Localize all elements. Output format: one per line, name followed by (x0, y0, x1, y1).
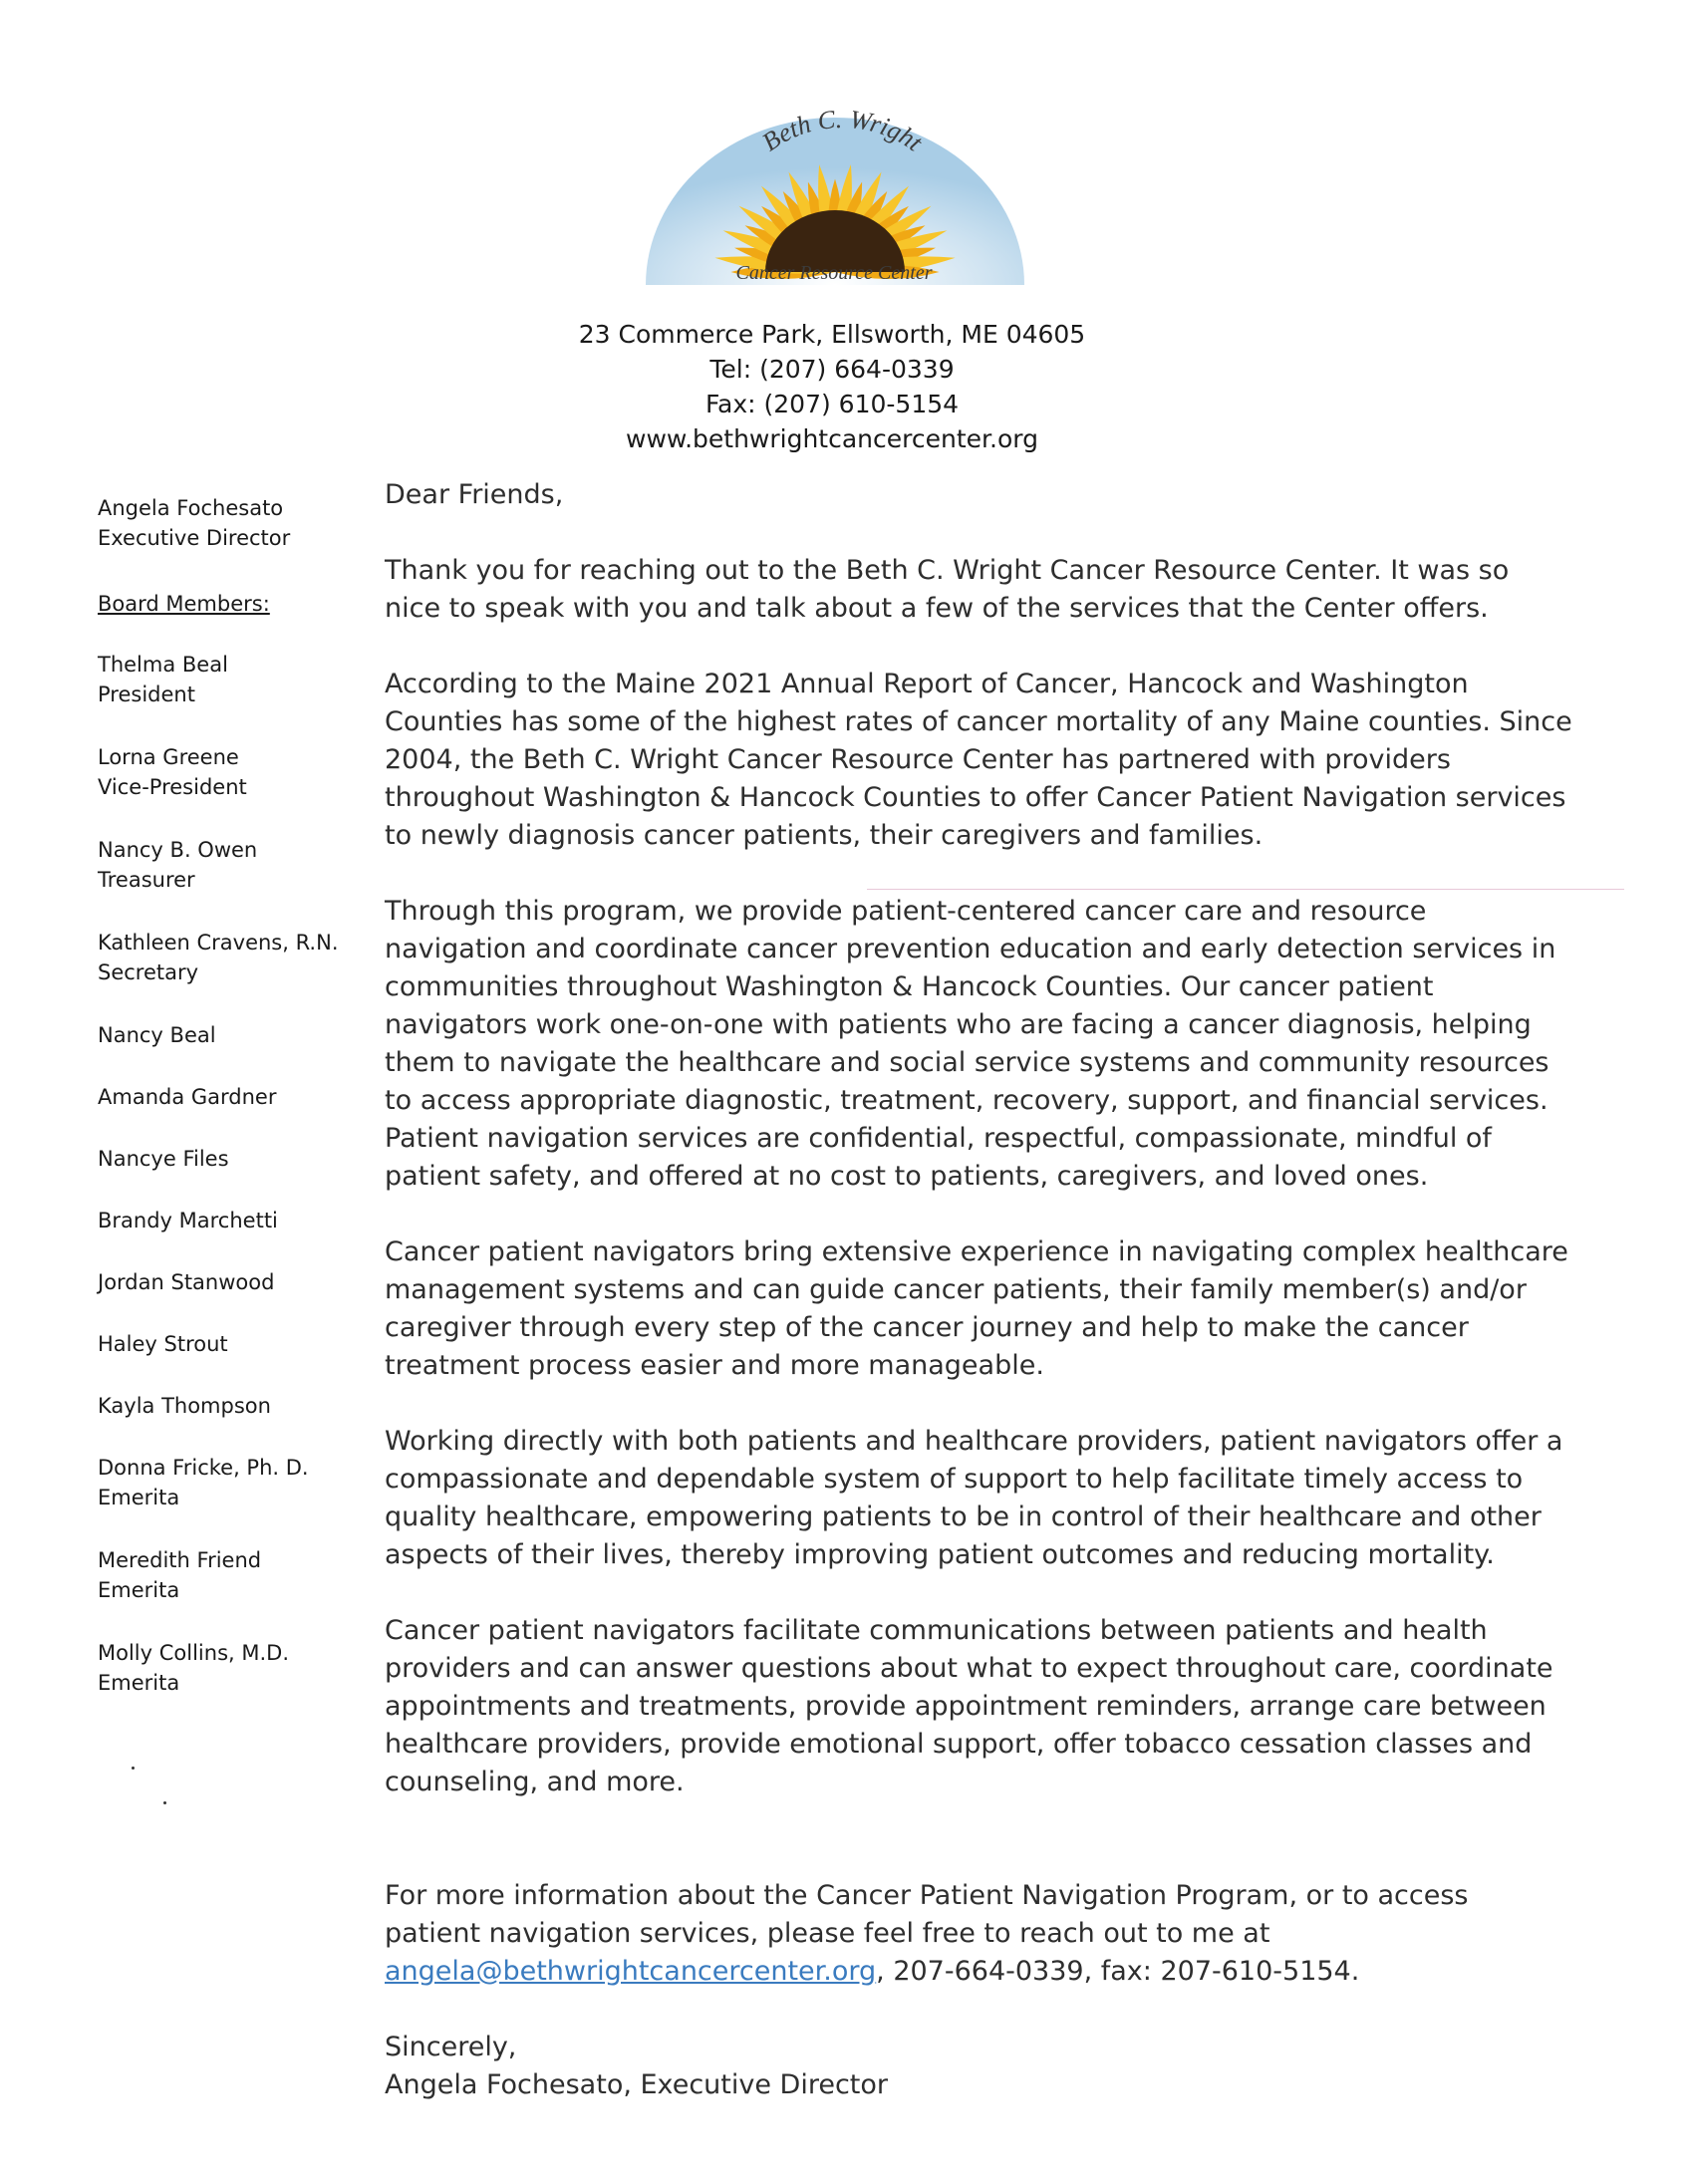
letter-paragraph (385, 1423, 1563, 1574)
letter-paragraph (385, 893, 1560, 1196)
board-members-heading: Board Members: (98, 592, 270, 616)
paragraph-line: Thank you for reaching out to the Beth C. Wright Cancer Resource Center. It was so (385, 555, 1510, 586)
paragraph-line: them to navigate the healthcare and social service systems and community resources (385, 1047, 1549, 1078)
board-member-role: Treasurer (98, 868, 195, 892)
paragraph-line: treatment process easier and more manageable. (385, 1350, 1044, 1381)
board-member-name: Nancy Beal (98, 1023, 216, 1047)
paragraph-line: caregiver through every step of the cancer journey and help to make the cancer (385, 1312, 1469, 1343)
board-member-name: Nancy B. Owen (98, 838, 258, 862)
board-member-role: Secretary (98, 960, 199, 984)
letter-paragraph (385, 666, 1572, 855)
paragraph-line: appointments and treatments, provide appointment reminders, arrange care between (385, 1691, 1546, 1722)
board-member-name: Lorna Greene (98, 745, 239, 769)
signoff: Sincerely, (385, 2032, 517, 2062)
paragraph-line: management systems and can guide cancer patients, their family member(s) and/or (385, 1274, 1527, 1305)
board-member-name: Kayla Thompson (98, 1394, 271, 1418)
signature: Angela Fochesato, Executive Director (385, 2069, 888, 2100)
letter-paragraph (385, 552, 1560, 628)
paragraph-line: navigation and coordinate cancer prevention education and early detection services in (385, 934, 1556, 964)
paragraph-line: Patient navigation services are confidential, respectful, compassionate, mindful of (385, 1123, 1492, 1154)
board-member-name: Donna Fricke, Ph. D. (98, 1456, 309, 1480)
closing-line: patient navigation services, please feel free to reach out to me at (385, 1918, 1270, 1949)
scan-line (867, 889, 1624, 890)
board-member-role: Emerita (98, 1671, 180, 1695)
board-member-role: Vice-President (98, 775, 247, 799)
closing-paragraph (385, 1877, 1560, 1991)
board-member-role: Emerita (98, 1578, 180, 1602)
board-member-name: Nancye Files (98, 1147, 229, 1171)
closing-line (385, 1953, 1560, 1991)
director-name: Angela Fochesato (98, 496, 284, 520)
address-fax: Fax: (207) 610-5154 (704, 390, 960, 418)
board-member (98, 1453, 309, 1512)
board-member-name: Amanda Gardner (98, 1085, 277, 1109)
center-logo (638, 108, 1031, 297)
paragraph-line: to newly diagnosis cancer patients, their caregivers and families. (385, 820, 1264, 851)
board-member (98, 928, 339, 987)
address-website[interactable]: www.bethwrightcancercenter.org (626, 424, 1038, 453)
paragraph-line: Working directly with both patients and healthcare providers, patient navigators offer a (385, 1426, 1563, 1457)
letter-paragraph (385, 1612, 1560, 1801)
paragraph-line: patient safety, and offered at no cost to patients, caregivers, and loved ones. (385, 1161, 1429, 1192)
logo-bottom-text: Cancer Resource Center (735, 262, 933, 284)
paragraph-line: Through this program, we provide patient-centered cancer care and resource (385, 896, 1427, 927)
board-member-role: President (98, 682, 195, 706)
email-link[interactable]: angela@bethwrightcancercenter.org (385, 1956, 877, 1987)
board-member-name: Meredith Friend (98, 1548, 262, 1572)
paragraph-line: Counties has some of the highest rates of cancer mortality of any Maine counties. Since (385, 706, 1572, 737)
board-member (98, 1545, 261, 1605)
board-member (98, 835, 257, 895)
board-member (98, 650, 228, 709)
board-member-name: Kathleen Cravens, R.N. (98, 931, 339, 955)
board-member (98, 1329, 228, 1359)
board-member (98, 1391, 271, 1421)
paragraph-line: throughout Washington & Hancock Counties to offer Cancer Patient Navigation services (385, 782, 1566, 813)
board-member (98, 1144, 229, 1174)
board-member-name: Haley Strout (98, 1332, 228, 1356)
paragraph-line: Cancer patient navigators bring extensive experience in navigating complex healthcare (385, 1236, 1568, 1267)
paragraph-line: counseling, and more. (385, 1767, 685, 1797)
board-member-name: Jordan Stanwood (98, 1270, 275, 1294)
closing-line: For more information about the Cancer Patient Navigation Program, or to access (385, 1880, 1469, 1911)
paragraph-line: compassionate and dependable system of support to help facilitate timely access to (385, 1464, 1524, 1495)
paragraph-line: Cancer patient navigators facilitate communications between patients and health (385, 1615, 1488, 1646)
paragraph-line: healthcare providers, provide emotional support, offer tobacco cessation classes and (385, 1729, 1533, 1760)
sunflower-icon (638, 108, 1031, 297)
board-member-name: Thelma Beal (98, 653, 228, 677)
paragraph-line: According to the Maine 2021 Annual Report of Cancer, Hancock and Washington (385, 669, 1469, 699)
board-member-name: Brandy Marchetti (98, 1209, 278, 1232)
address-street: 23 Commerce Park, Ellsworth, ME 04605 (578, 320, 1086, 349)
letter-paragraph (385, 1233, 1568, 1385)
scan-dot (132, 1767, 135, 1770)
paragraph-line: quality healthcare, empowering patients to be in control of their healthcare and other (385, 1502, 1542, 1532)
salutation: Dear Friends, (385, 479, 564, 510)
board-member (98, 1020, 216, 1050)
address-block (518, 317, 1146, 456)
director-role: Executive Director (98, 526, 291, 550)
board-member (98, 1082, 276, 1112)
letter-body (385, 476, 1572, 2104)
board-member (98, 1638, 289, 1698)
board-member (98, 1206, 278, 1235)
logo-arc-text: Beth C. Wright (756, 108, 928, 157)
paragraph-line: navigators work one-on-one with patients who are facing a cancer diagnosis, helping (385, 1009, 1532, 1040)
board-member-name: Molly Collins, M.D. (98, 1641, 289, 1665)
paragraph-line: nice to speak with you and talk about a few of the services that the Center offers. (385, 593, 1489, 624)
paragraph-line: aspects of their lives, thereby improving patient outcomes and reducing mortality. (385, 1539, 1495, 1570)
paragraph-line: communities throughout Washington & Hancock Counties. Our cancer patient (385, 971, 1434, 1002)
board-member (98, 1267, 274, 1297)
scan-dot (163, 1801, 166, 1804)
board-member (98, 742, 247, 802)
paragraph-line: 2004, the Beth C. Wright Cancer Resource Center has partnered with providers (385, 744, 1451, 775)
board-member-role: Emerita (98, 1486, 180, 1509)
contact-numbers: , 207-664-0339, fax: 207-610-5154. (876, 1956, 1360, 1987)
address-tel: Tel: (207) 664-0339 (709, 355, 955, 384)
paragraph-line: to access appropriate diagnostic, treatment, recovery, support, and financial services. (385, 1085, 1548, 1116)
director-entry (98, 493, 290, 553)
paragraph-line: providers and can answer questions about what to expect throughout care, coordinate (385, 1653, 1553, 1684)
